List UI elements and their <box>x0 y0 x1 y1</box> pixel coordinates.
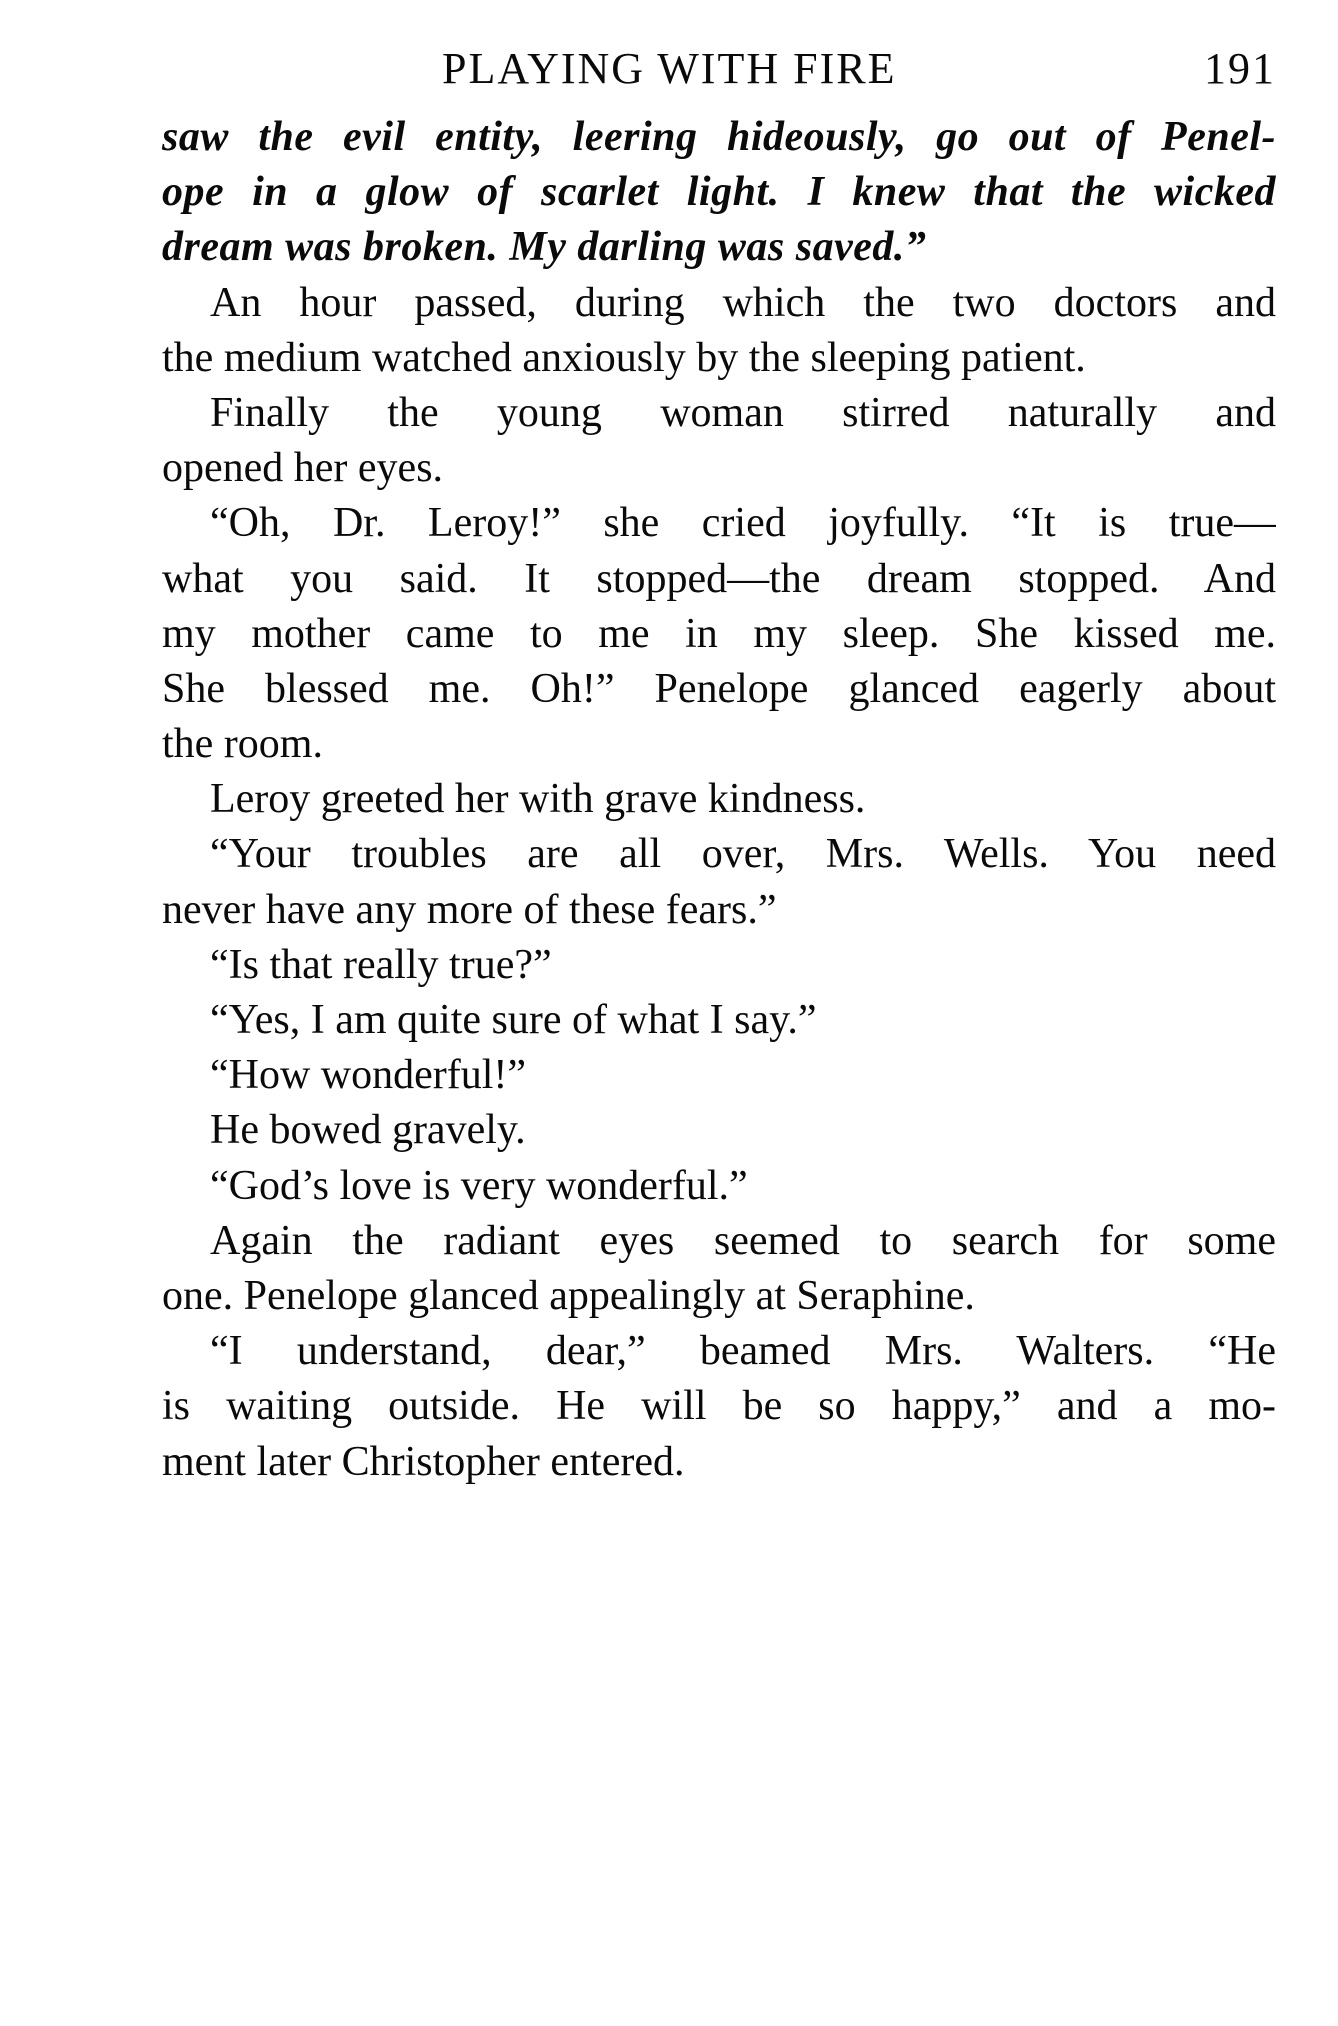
text-line: Leroy greeted her with grave kindness. <box>210 776 866 823</box>
text-line: opened her eyes. <box>162 445 444 492</box>
running-head <box>162 40 1276 98</box>
text-line: He bowed gravely. <box>210 1107 526 1154</box>
text-line: ment later Christopher entered. <box>162 1438 685 1485</box>
text-line: She blessed me. Oh!” Penelope glanced eagerly about <box>162 665 1276 712</box>
text-line: “Is that really true?” <box>210 941 552 988</box>
text-line: “God’s love is very wonderful.” <box>210 1162 748 1209</box>
page-number: 191 <box>1204 44 1276 93</box>
book-page <box>162 40 1276 1490</box>
text-line: saw the evil entity, leering hideously, go out of Penel- <box>162 114 1276 160</box>
text-line: Again the radiant eyes seemed to search for some <box>210 1217 1276 1264</box>
text-line: never have any more of these fears.” <box>162 886 777 933</box>
text-line: “How wonderful!” <box>210 1052 527 1099</box>
text-line: An hour passed, during which the two doctors and <box>210 279 1276 326</box>
text-line: is waiting outside. He will be so happy,” and a mo- <box>162 1383 1276 1430</box>
text-line: “I understand, dear,” beamed Mrs. Walters. “He <box>210 1328 1276 1375</box>
running-title: PLAYING WITH FIRE <box>442 44 897 93</box>
text-line: what you said. It stopped—the dream stopped. And <box>162 555 1276 602</box>
text-line: ope in a glow of scarlet light. I knew that the wicked <box>162 169 1276 216</box>
body-text <box>162 110 1276 1490</box>
text-line: “Yes, I am quite sure of what I say.” <box>210 997 817 1043</box>
text-line: my mother came to me in my sleep. She kissed me. <box>162 610 1276 657</box>
text-line: the medium watched anxiously by the sleeping patient. <box>162 334 1086 381</box>
text-line: one. Penelope glanced appealingly at Seraphine. <box>162 1272 975 1319</box>
text-line: Finally the young woman stirred naturally and <box>210 389 1276 436</box>
text-line: the room. <box>162 721 323 768</box>
text-line: dream was broken. My darling was saved.” <box>162 224 927 271</box>
text-line: “Oh, Dr. Leroy!” she cried joyfully. “It is true— <box>210 500 1276 547</box>
text-line: “Your troubles are all over, Mrs. Wells. You need <box>210 831 1276 878</box>
